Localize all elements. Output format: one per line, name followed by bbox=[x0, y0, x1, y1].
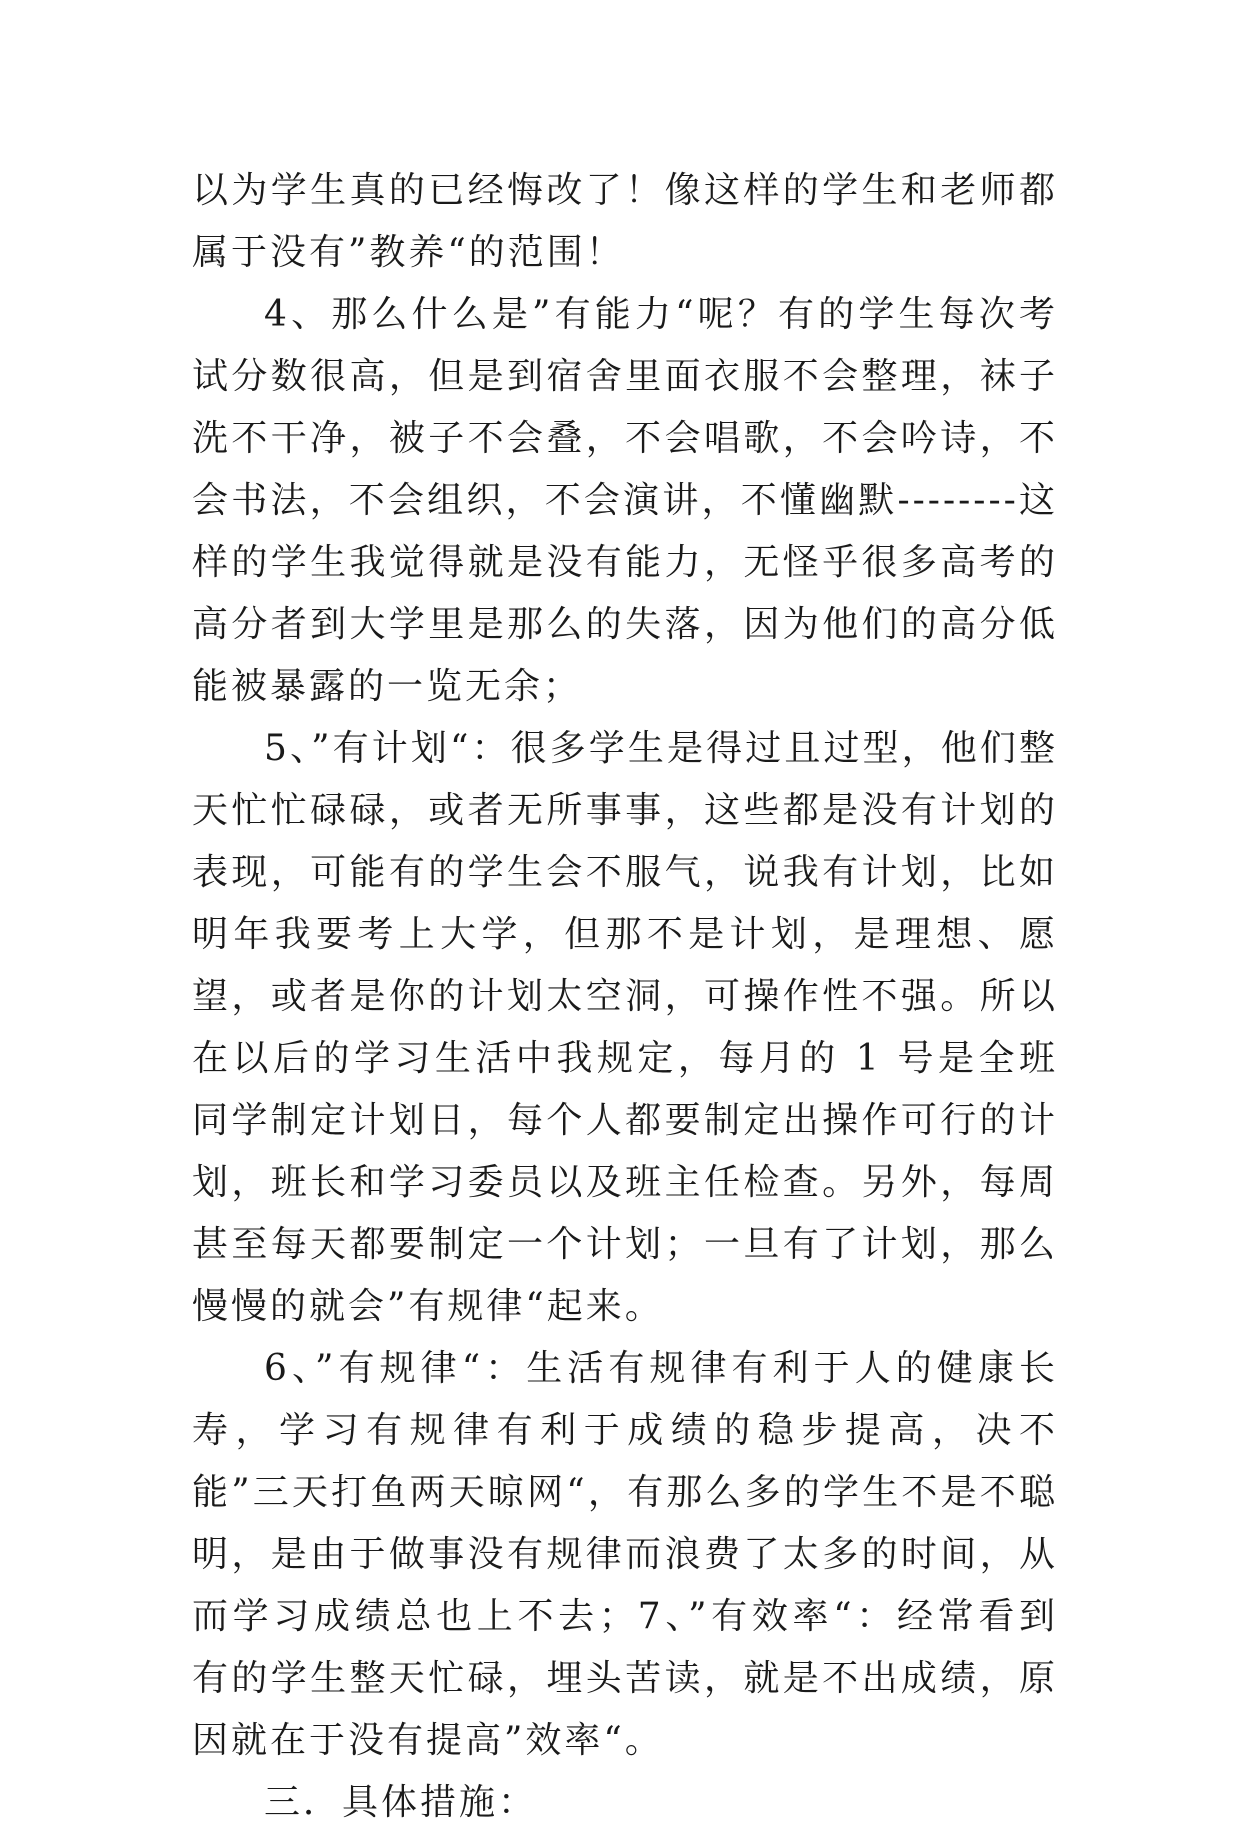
paragraph-continuation: 以为学生真的已经悔改了！像这样的学生和老师都属于没有”教养“的范围！ bbox=[192, 170, 1058, 273]
paragraph-ability: 4、那么什么是”有能力“呢？有的学生每次考试分数很高，但是到宿舍里面衣服不会整理，袜子洗不干净，被子不会叠，不会唱歌，不会吟诗，不会书法，不会组织，不会演讲，不懂幽默--------这样的学生我觉得就是没有能力，无怪乎很多高考的高分者到大学里是那么的失落，因为他们的高分低能被暴露的一览无余； bbox=[192, 294, 1058, 707]
document-body bbox=[192, 160, 1058, 1834]
paragraph-regularity: 6、”有规律“：生活有规律有利于人的健康长寿，学习有规律有利于成绩的稳步提高，决不能”三天打鱼两天晾网“，有那么多的学生不是不聪明，是由于做事没有规律而浪费了太多的时间，从而学习成绩总也上不去；7、”有效率“：经常看到有的学生整天忙碌，埋头苦读，就是不出成绩，原因就在于没有提高”效率“。 bbox=[192, 1348, 1058, 1761]
section-heading: 三．具体措施： bbox=[264, 1782, 538, 1823]
paragraph-plan: 5、”有计划“：很多学生是得过且过型，他们整天忙忙碌碌，或者无所事事，这些都是没有计划的表现，可能有的学生会不服气，说我有计划，比如明年我要考上大学，但那不是计划，是理想、愿望，或者是你的计划太空洞，可操作性不强。所以在以后的学习生活中我规定，每月的 1 号是全班同学制定计划日，每个人都要制定出操作可行的计划，班长和学习委员以及班主任检查。另外，每周甚至每天都要制定一个计划；一旦有了计划，那么慢慢的就会”有规律“起来。 bbox=[192, 728, 1058, 1327]
